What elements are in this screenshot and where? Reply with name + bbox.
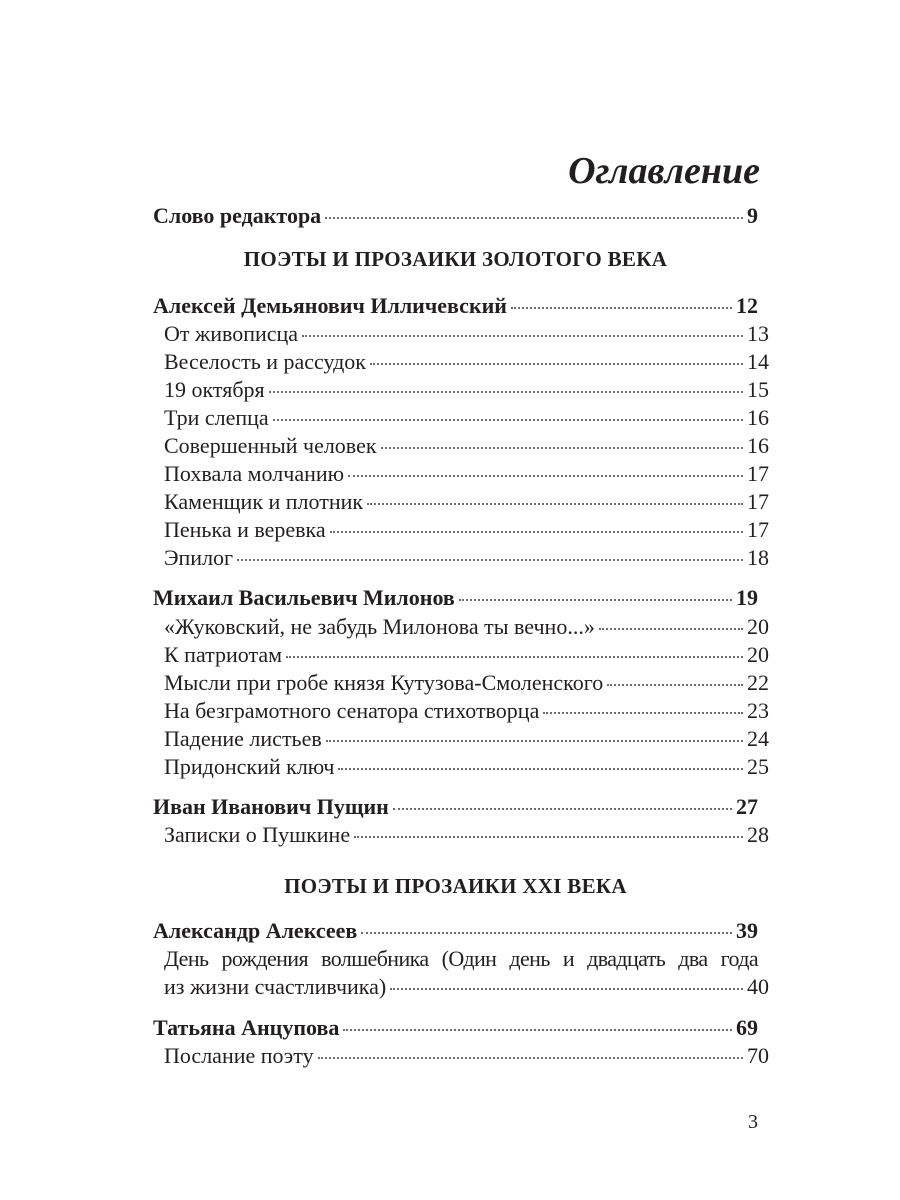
- dot-leader: [361, 932, 732, 934]
- dot-leader: [302, 335, 743, 337]
- work-title-line[interactable]: День рождения волшебника (Один день и двадцать два года: [164, 946, 758, 971]
- toc-work-entry[interactable]: [153, 432, 769, 460]
- work-title: из жизни счастливчика): [164, 974, 387, 999]
- work-title: Придонский ключ: [164, 754, 335, 779]
- section-heading: ПОЭТЫ И ПРОЗАИКИ ЗОЛОТОГО ВЕКА: [243, 247, 668, 271]
- dot-leader: [286, 656, 743, 658]
- work-title: Веселость и рассудок: [164, 349, 366, 374]
- dot-leader: [318, 1057, 743, 1059]
- toc-work-entry[interactable]: [153, 753, 769, 781]
- toc-work-entry[interactable]: [153, 544, 769, 572]
- entry-page: 40: [747, 974, 769, 999]
- author-name: Алексей Демьянович Илличевский: [153, 293, 507, 318]
- entry-page: 28: [747, 822, 769, 847]
- entry-page: 22: [747, 670, 769, 695]
- author-name: Михаил Васильевич Милонов: [153, 585, 455, 610]
- dot-leader: [370, 363, 743, 365]
- author-name: Иван Иванович Пущин: [153, 794, 389, 819]
- dot-leader: [381, 447, 743, 449]
- toc-author-entry[interactable]: [153, 793, 758, 821]
- entry-page: 20: [747, 642, 769, 667]
- entry-page: 17: [747, 489, 769, 514]
- entry-page: 69: [736, 1015, 758, 1040]
- toc-entry-editor-word[interactable]: [153, 202, 758, 230]
- page-title: Оглавление: [568, 150, 760, 192]
- toc-work-entry[interactable]: [153, 488, 769, 516]
- work-title: Падение листьев: [164, 726, 322, 751]
- entry-page: 17: [747, 517, 769, 542]
- work-title: На безграмотного сенатора стихотворца: [164, 698, 540, 723]
- dot-leader: [348, 475, 743, 477]
- toc-work-entry[interactable]: [153, 641, 769, 669]
- work-title: Три слепца: [164, 405, 269, 430]
- dot-leader: [273, 419, 743, 421]
- author-name: Татьяна Анцупова: [153, 1015, 340, 1040]
- dot-leader: [511, 307, 732, 309]
- dot-leader: [607, 684, 743, 686]
- entry-page: 9: [747, 203, 758, 228]
- dot-leader: [543, 712, 743, 714]
- toc-work-entry[interactable]: [153, 320, 769, 348]
- work-title: Эпилог: [164, 545, 234, 570]
- entry-page: 70: [747, 1043, 769, 1068]
- entry-title: Слово редактора: [153, 203, 322, 228]
- entry-page: 15: [747, 377, 769, 402]
- entry-page: 20: [747, 614, 769, 639]
- dot-leader: [326, 740, 743, 742]
- work-title: Похвала молчанию: [164, 461, 345, 486]
- work-title: Послание поэту: [164, 1043, 314, 1068]
- dot-leader: [393, 808, 732, 810]
- entry-page: 16: [747, 433, 769, 458]
- work-title: К патриотам: [164, 642, 283, 667]
- dot-leader: [330, 531, 743, 533]
- toc-work-entry[interactable]: [153, 613, 769, 641]
- toc-work-entry[interactable]: [153, 973, 769, 1001]
- entry-page: 27: [736, 794, 758, 819]
- entry-page: 39: [736, 918, 758, 943]
- work-title: 19 октября: [164, 377, 265, 402]
- dot-leader: [237, 559, 743, 561]
- toc-work-entry[interactable]: [153, 376, 769, 404]
- dot-leader: [599, 628, 743, 630]
- toc-author-entry[interactable]: [153, 1014, 758, 1042]
- dot-leader: [338, 768, 743, 770]
- work-title: Записки о Пушкине: [164, 822, 351, 847]
- toc-work-entry[interactable]: [153, 1042, 769, 1070]
- dot-leader: [343, 1029, 732, 1031]
- toc-work-entry[interactable]: [153, 404, 769, 432]
- dot-leader: [354, 836, 743, 838]
- toc-author-entry[interactable]: [153, 292, 758, 320]
- toc-work-entry[interactable]: [153, 348, 769, 376]
- entry-page: 13: [747, 321, 769, 346]
- dot-leader: [390, 988, 743, 990]
- work-title: Мысли при гробе князя Кутузова-Смоленского: [164, 670, 604, 695]
- entry-page: 19: [736, 585, 758, 610]
- dot-leader: [269, 391, 743, 393]
- toc-work-entry[interactable]: [153, 725, 769, 753]
- entry-page: 16: [747, 405, 769, 430]
- work-title: «Жуковский, не забудь Милонова ты вечно...»: [164, 614, 595, 639]
- entry-page: 18: [747, 545, 769, 570]
- toc-work-entry[interactable]: [153, 821, 769, 849]
- section-heading: ПОЭТЫ И ПРОЗАИКИ XXI ВЕКА: [284, 874, 627, 898]
- work-title: Совершенный человек: [164, 433, 377, 458]
- entry-page: 17: [747, 461, 769, 486]
- dot-leader: [367, 503, 743, 505]
- work-title: Пенька и веревка: [164, 517, 326, 542]
- entry-page: 25: [747, 754, 769, 779]
- page-number: 3: [748, 1111, 758, 1133]
- work-title: От живописца: [164, 321, 299, 346]
- toc-work-entry[interactable]: [153, 460, 769, 488]
- work-title: Каменщик и плотник: [164, 489, 364, 514]
- toc-author-entry[interactable]: [153, 584, 758, 612]
- entry-page: 23: [747, 698, 769, 723]
- toc-work-entry[interactable]: [153, 669, 769, 697]
- entry-page: 12: [736, 293, 758, 318]
- dot-leader: [325, 217, 743, 219]
- entry-page: 14: [747, 349, 769, 374]
- toc-author-entry[interactable]: [153, 917, 758, 945]
- toc-work-entry[interactable]: [153, 516, 769, 544]
- author-name: Александр Алексеев: [153, 918, 358, 943]
- entry-page: 24: [747, 726, 769, 751]
- dot-leader: [459, 599, 732, 601]
- toc-work-entry[interactable]: [153, 697, 769, 725]
